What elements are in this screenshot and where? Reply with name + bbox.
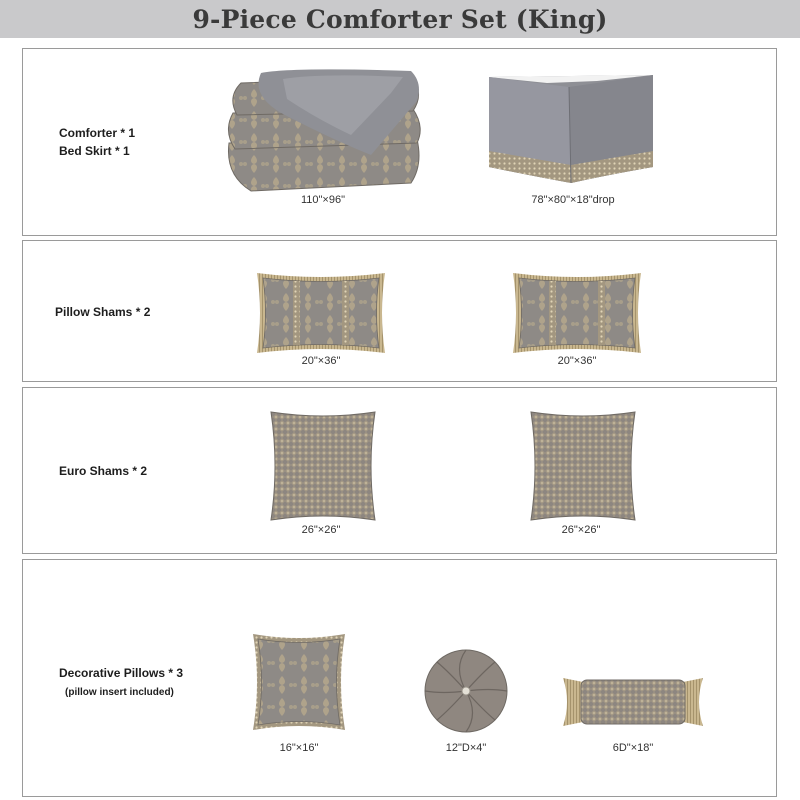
pillow-sham-image-2 bbox=[509, 269, 645, 357]
page-title: 9-Piece Comforter Set (King) bbox=[192, 4, 608, 34]
euro-sham-image-2 bbox=[527, 408, 639, 524]
comforter-count-label: Comforter * 1 bbox=[59, 126, 136, 140]
round-pillow-image bbox=[423, 648, 509, 734]
round-pillow-size: 12"D×4" bbox=[445, 742, 487, 754]
pillow-shams-section bbox=[22, 240, 777, 382]
pillow-sham-image-1 bbox=[253, 269, 389, 357]
title-banner bbox=[0, 0, 800, 38]
bed-skirt-count-label: Bed Skirt * 1 bbox=[59, 144, 130, 158]
pillow-sham-size-2: 20"×36" bbox=[557, 355, 597, 367]
euro-sham-image-1 bbox=[267, 408, 379, 524]
bolster-pillow-image bbox=[561, 674, 705, 730]
comforter-size: 110"×96" bbox=[300, 194, 345, 206]
comforter-image bbox=[221, 65, 426, 195]
bolster-pillow-size: 6D"×18" bbox=[612, 742, 654, 754]
square-pillow-image bbox=[249, 630, 349, 734]
decorative-pillows-count-label: Decorative Pillows * 3 bbox=[59, 666, 184, 680]
comforter-section bbox=[22, 48, 777, 236]
comforter-section-label bbox=[59, 124, 135, 160]
euro-shams-section bbox=[22, 387, 777, 554]
pillow-shams-label: Pillow Shams * 2 bbox=[55, 305, 151, 319]
decorative-pillows-label bbox=[59, 664, 183, 702]
decorative-pillows-section bbox=[22, 559, 777, 797]
pillow-insert-note: (pillow insert included) bbox=[65, 687, 174, 698]
euro-sham-size-2: 26"×26" bbox=[561, 524, 601, 536]
square-pillow-size: 16"×16" bbox=[279, 742, 319, 754]
bed-skirt-image bbox=[487, 71, 657, 183]
pillow-sham-size-1: 20"×36" bbox=[301, 355, 341, 367]
euro-shams-label: Euro Shams * 2 bbox=[59, 464, 148, 478]
euro-sham-size-1: 26"×26" bbox=[301, 524, 341, 536]
bed-skirt-size: 78"×80"×18"drop bbox=[531, 194, 615, 206]
